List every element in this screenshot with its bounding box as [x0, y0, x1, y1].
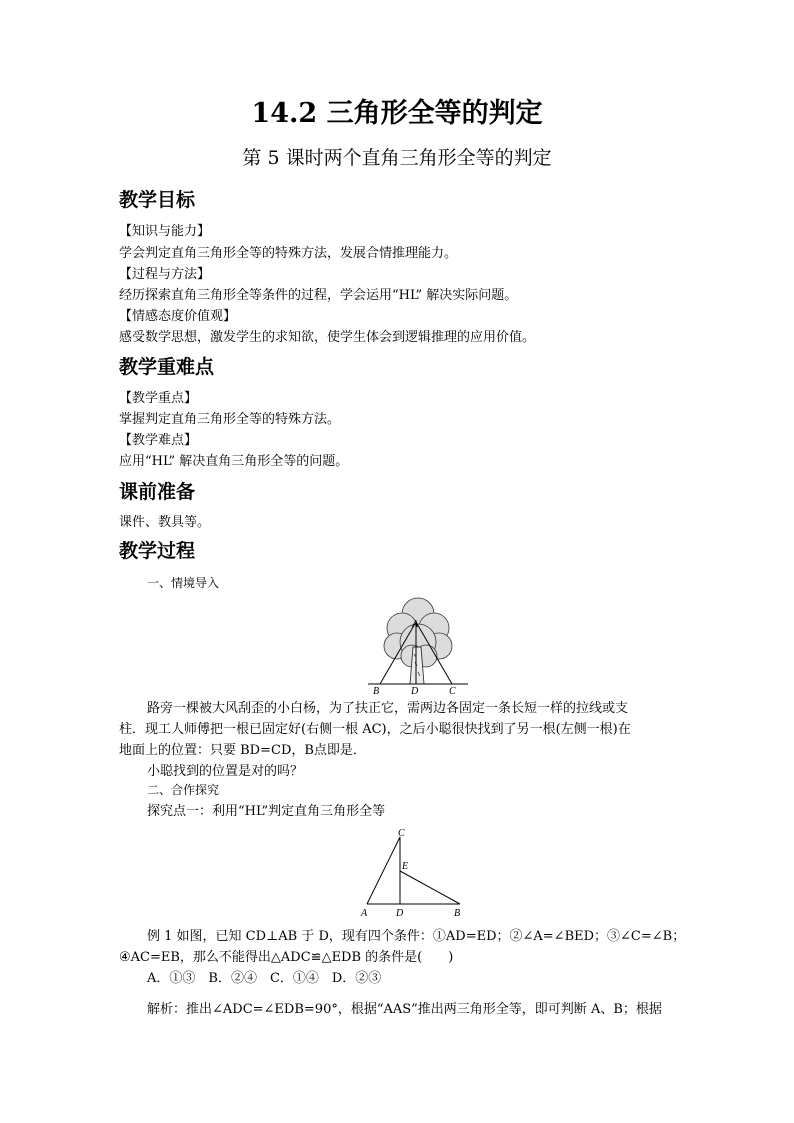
fig1-label-b: B — [373, 686, 380, 696]
process-text: 经历探索直角三角形全等条件的过程，学会运用“HL” 解决实际问题。 — [119, 288, 518, 303]
fig1-label-d: D — [411, 686, 419, 696]
example-options: A．①③ B．②④ C．①④ D．②③ — [147, 971, 382, 986]
process-label: 【过程与方法】 — [119, 267, 211, 282]
fig2-label-d: D — [396, 908, 404, 919]
page-title: 14.2 三角形全等的判定 — [251, 98, 543, 129]
scenario-question: 小聪找到的位置是对的吗？ — [147, 764, 304, 779]
fig2-label-b: B — [454, 908, 461, 919]
section-heading-keypoints: 教学重难点 — [119, 356, 215, 378]
tree-trunk — [410, 647, 424, 684]
scenario-line-3: 地面上的位置：只要 BD=CD，B点即是． — [119, 743, 366, 758]
part2-heading: 二、合作探究 — [147, 783, 220, 797]
key-label: 【教学重点】 — [119, 391, 198, 406]
knowledge-label: 【知识与能力】 — [119, 224, 211, 239]
scenario-line-2: 柱．现工人师傅把一根已固定好(右侧一根 AC)，之后小聪很快找到了另一根(左侧一根)在 — [119, 722, 631, 737]
part1-heading: 一、情境导入 — [147, 576, 220, 590]
analysis-text: 解析：推出∠ADC=∠EDB=90°，根据“AAS”推出两三角形全等，即可判断 A、B；根据 — [147, 1002, 662, 1017]
segment-ac — [367, 837, 400, 904]
fig1-label-c: C — [449, 686, 456, 696]
emotion-text: 感受数学思想，激发学生的求知欲，使学生体会到逻辑推理的应用价值。 — [119, 330, 536, 345]
example-line-1: 例 1 如图，已知 CD⊥AB 于 D，现有四个条件：①AD=ED；②∠A=∠BED；③∠C=∠B； — [147, 929, 686, 944]
key-text: 掌握判定直角三角形全等的特殊方法。 — [119, 412, 341, 427]
fig2-label-c: C — [398, 828, 405, 839]
difficulty-label: 【教学难点】 — [119, 433, 198, 448]
fig2-label-a: A — [361, 908, 368, 919]
difficulty-text: 应用“HL” 解决直角三角形全等的问题。 — [119, 454, 349, 469]
fig2-label-e: E — [402, 861, 409, 872]
section-heading-preparation: 课前准备 — [119, 481, 196, 503]
section-heading-process: 教学过程 — [119, 540, 196, 562]
emotion-label: 【情感态度价值观】 — [119, 309, 237, 324]
scenario-line-1: 路旁一棵被大风刮歪的小白杨，为了扶正它，需两边各固定一条长短一样的拉线或支 — [147, 701, 629, 716]
knowledge-text: 学会判定直角三角形全等的特殊方法，发展合情推理能力。 — [119, 246, 458, 261]
section-heading-objectives: 教学目标 — [119, 189, 196, 211]
segment-eb — [400, 871, 460, 904]
fig1-label-a: A — [412, 619, 419, 630]
triangle-figure — [352, 826, 472, 920]
example-line-2: ④AC=EB，那么不能得出△ADC≌△EDB 的条件是( ) — [119, 950, 454, 965]
page-subtitle: 第 5 课时两个直角三角形全等的判定 — [242, 147, 552, 169]
tree-figure — [368, 592, 468, 696]
explore-point-1: 探究点一：利用“HL”判定直角三角形全等 — [147, 804, 386, 819]
preparation-text: 课件、教具等。 — [119, 515, 211, 530]
